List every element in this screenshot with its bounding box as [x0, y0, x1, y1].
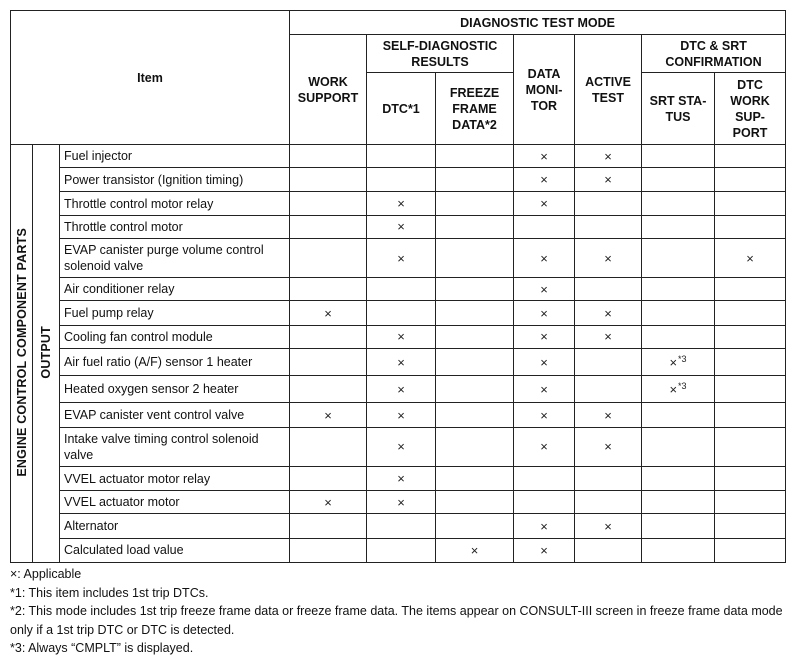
mark-cell [436, 301, 514, 325]
mark-cell [436, 145, 514, 168]
mark-cell [436, 514, 514, 538]
mark-cell [290, 215, 367, 238]
mark-cell: × [514, 168, 575, 192]
footnote-1: *1: This item includes 1st trip DTCs. [10, 585, 209, 600]
table-row [11, 278, 786, 301]
applicable-mark: × [669, 355, 678, 371]
mark-cell: × [514, 192, 575, 215]
item-name: Calculated load value [60, 538, 290, 562]
mark-cell [575, 215, 642, 238]
mark-cell [290, 514, 367, 538]
mark-cell: × [715, 238, 786, 277]
mark-cell [715, 145, 786, 168]
mark-cell: × [290, 403, 367, 427]
output-label: OUTPUT [33, 145, 60, 563]
mark-cell [715, 215, 786, 238]
mark-cell [290, 192, 367, 215]
mark-cell [715, 192, 786, 215]
table-row [11, 215, 786, 238]
mark-cell [642, 325, 715, 348]
item-name: VVEL actuator motor relay [60, 467, 290, 491]
mark-cell [290, 467, 367, 491]
item-name: Fuel pump relay [60, 301, 290, 325]
mark-cell: × [575, 238, 642, 277]
mark-cell [715, 376, 786, 403]
item-name: Cooling fan control module [60, 325, 290, 348]
table-row [11, 491, 786, 514]
mark-cell [436, 491, 514, 514]
diagnostic-test-mode-table [10, 10, 786, 563]
mark-cell [436, 215, 514, 238]
mark-cell: × [514, 514, 575, 538]
mark-cell: × [575, 427, 642, 466]
mark-cell [715, 427, 786, 466]
mark-cell [642, 301, 715, 325]
mark-cell [575, 538, 642, 562]
mark-cell [514, 215, 575, 238]
mark-cell [575, 192, 642, 215]
mark-cell [575, 348, 642, 375]
mark-cell [715, 467, 786, 491]
applicable-mark: × [669, 382, 678, 398]
mark-cell [642, 348, 715, 375]
table-row [11, 301, 786, 325]
table-row [11, 467, 786, 491]
table-row [11, 145, 786, 168]
mark-cell [367, 301, 436, 325]
mark-cell [642, 514, 715, 538]
table-row [11, 538, 786, 562]
active-test-header: ACTIVE TEST [575, 35, 642, 145]
item-name: EVAP canister vent control valve [60, 403, 290, 427]
mark-cell [290, 325, 367, 348]
mark-cell: × [290, 301, 367, 325]
mark-cell: × [514, 301, 575, 325]
mark-cell [642, 538, 715, 562]
mark-cell [436, 168, 514, 192]
mark-cell [436, 427, 514, 466]
mark-cell: × [367, 491, 436, 514]
mark-cell: × [575, 145, 642, 168]
mark-cell [367, 278, 436, 301]
mark-cell [575, 278, 642, 301]
work-support-header: WORK SUPPORT [290, 35, 367, 145]
item-name: Air conditioner relay [60, 278, 290, 301]
table-row [11, 514, 786, 538]
mark-cell [290, 238, 367, 277]
item-name: VVEL actuator motor [60, 491, 290, 514]
table-row [11, 238, 786, 277]
mark-cell [367, 145, 436, 168]
mark-cell: × [575, 325, 642, 348]
mark-cell: × [575, 168, 642, 192]
item-name: EVAP canister purge volume control solenoid valve [60, 238, 290, 277]
mark-cell [290, 168, 367, 192]
footnote-applicable: ×: Applicable [10, 567, 82, 581]
table-body [11, 145, 786, 563]
mark-cell [715, 348, 786, 375]
mark-cell [367, 514, 436, 538]
mark-cell: × [367, 348, 436, 375]
mark-cell [715, 491, 786, 514]
mark-cell [642, 491, 715, 514]
footnote-ref: *3 [678, 354, 687, 365]
table-row [11, 348, 786, 375]
item-name: Alternator [60, 514, 290, 538]
mark-cell [367, 538, 436, 562]
mark-cell: × [514, 376, 575, 403]
mark-cell [290, 427, 367, 466]
item-name: Air fuel ratio (A/F) sensor 1 heater [60, 348, 290, 375]
mark-cell: × [514, 325, 575, 348]
self-diagnostic-results-header: SELF-DIAGNOSTIC RESULTS [367, 35, 514, 73]
mark-cell: × [367, 376, 436, 403]
mark-cell [436, 238, 514, 277]
mark-cell [642, 168, 715, 192]
mark-cell [290, 376, 367, 403]
mark-cell [290, 348, 367, 375]
mark-cell [436, 192, 514, 215]
item-name: Power transistor (Ignition timing) [60, 168, 290, 192]
mark-cell: × [514, 278, 575, 301]
mark-cell [715, 403, 786, 427]
mark-cell [715, 278, 786, 301]
mark-cell: × [367, 238, 436, 277]
mark-cell [642, 403, 715, 427]
table-row [11, 403, 786, 427]
mark-cell [436, 348, 514, 375]
table-row [11, 376, 786, 403]
mark-cell [642, 427, 715, 466]
mark-cell [514, 467, 575, 491]
mark-cell [436, 376, 514, 403]
mark-cell [715, 514, 786, 538]
mark-cell [642, 238, 715, 277]
mark-cell: × [367, 325, 436, 348]
diagnostic-test-mode-header: DIAGNOSTIC TEST MODE [290, 11, 786, 35]
table-row [11, 325, 786, 348]
mark-cell [575, 376, 642, 403]
mark-cell [575, 467, 642, 491]
mark-cell: × [575, 403, 642, 427]
data-monitor-header: DATA MONI-TOR [514, 35, 575, 145]
mark-cell: × [367, 467, 436, 491]
mark-cell [715, 538, 786, 562]
mark-cell [575, 491, 642, 514]
item-name: Heated oxygen sensor 2 heater [60, 376, 290, 403]
mark-cell [642, 192, 715, 215]
mark-cell: × [367, 427, 436, 466]
item-header: Item [11, 11, 290, 145]
footnote-3: *3: Always “CMPLT” is displayed. [10, 641, 194, 655]
mark-cell [436, 278, 514, 301]
mark-cell: × [367, 215, 436, 238]
table-row [11, 168, 786, 192]
mark-cell [514, 491, 575, 514]
mark-cell [436, 325, 514, 348]
mark-cell: × [514, 348, 575, 375]
mark-cell: × [575, 301, 642, 325]
mark-cell: × [290, 491, 367, 514]
mark-cell [436, 467, 514, 491]
mark-cell [290, 278, 367, 301]
mark-cell: × [367, 192, 436, 215]
item-name: Fuel injector [60, 145, 290, 168]
item-name: Intake valve timing control solenoid valve [60, 427, 290, 466]
mark-cell [715, 301, 786, 325]
mark-cell [367, 168, 436, 192]
mark-cell [642, 278, 715, 301]
mark-cell [642, 145, 715, 168]
mark-cell: × [514, 238, 575, 277]
dtc-header: DTC*1 [367, 73, 436, 145]
dtc-work-support-header: DTC WORK SUP-PORT [715, 73, 786, 145]
mark-cell: × [575, 514, 642, 538]
table-row [11, 427, 786, 466]
mark-cell: × [436, 538, 514, 562]
footnote-2: *2: This mode includes 1st trip freeze frame data or freeze frame data. The items appear on CONSULT-III screen in freeze frame data mode only if a 1st trip DTC or DTC is detected. [10, 604, 783, 637]
footnotes [10, 565, 788, 658]
mark-cell: × [514, 145, 575, 168]
mark-cell [642, 215, 715, 238]
mark-cell [290, 145, 367, 168]
freeze-frame-data-header: FREEZE FRAME DATA*2 [436, 73, 514, 145]
mark-cell: × [514, 538, 575, 562]
mark-cell: × [367, 403, 436, 427]
mark-cell [290, 538, 367, 562]
mark-cell: × [514, 427, 575, 466]
table-row [11, 192, 786, 215]
mark-cell [715, 325, 786, 348]
mark-cell [642, 376, 715, 403]
mark-cell [642, 467, 715, 491]
item-name: Throttle control motor [60, 215, 290, 238]
mark-cell: × [514, 403, 575, 427]
mark-cell [715, 168, 786, 192]
mark-cell [436, 403, 514, 427]
srt-status-header: SRT STA-TUS [642, 73, 715, 145]
item-name: Throttle control motor relay [60, 192, 290, 215]
engine-control-component-parts-label: ENGINE CONTROL COMPONENT PARTS [11, 145, 33, 563]
footnote-ref: *3 [678, 381, 687, 392]
dtc-srt-confirmation-header: DTC & SRT CONFIRMATION [642, 35, 786, 73]
